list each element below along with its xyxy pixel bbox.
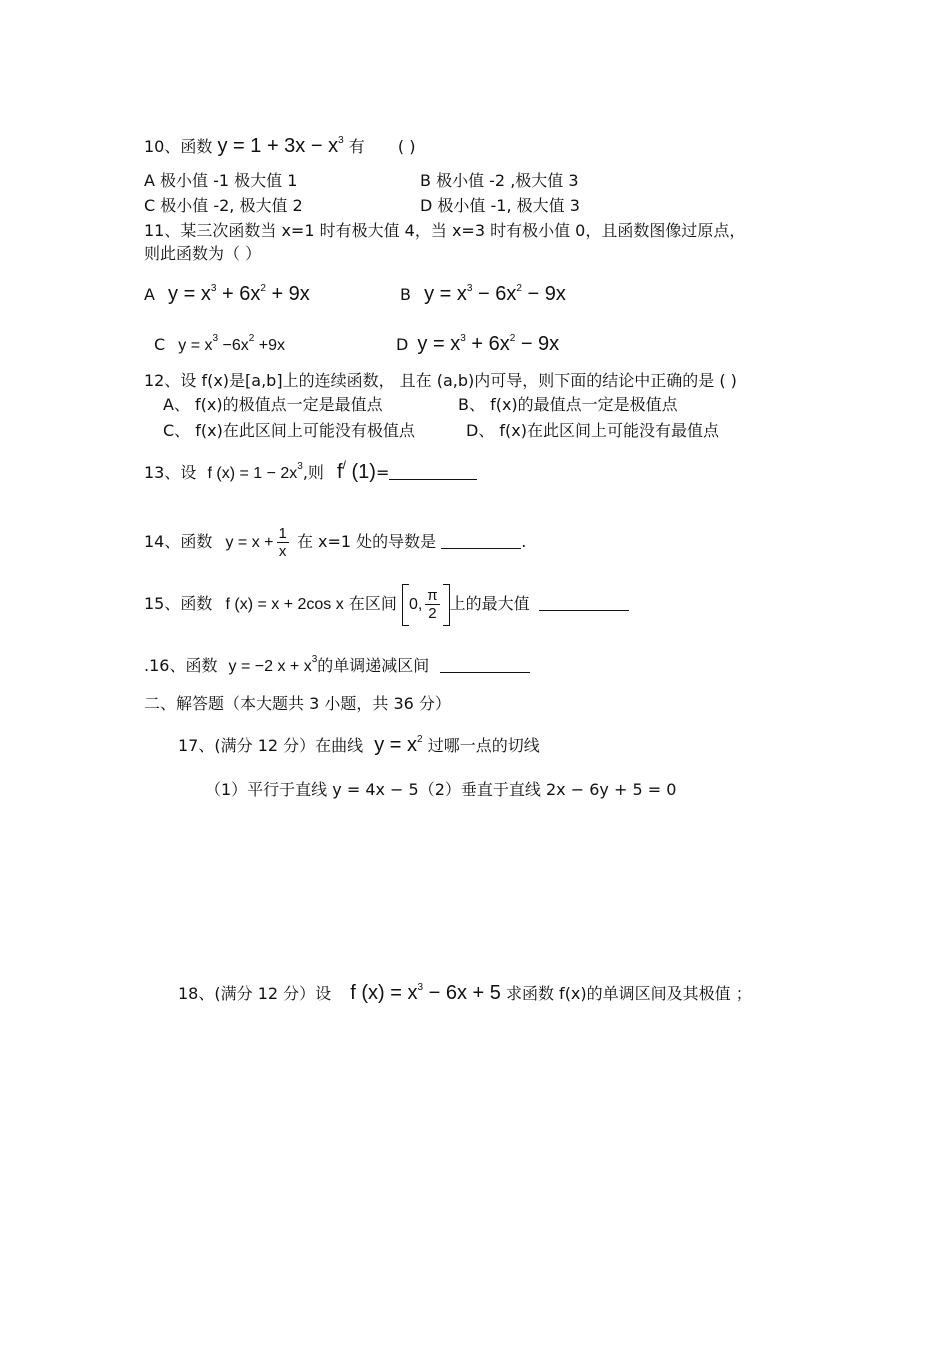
q15-fraction: $\frac{\pi}{2}$	[427, 587, 438, 622]
q12-option-b: B、 f(x)的最值点一定是极值点	[458, 395, 678, 414]
q17-subparts: （1）平行于直线 y = 4x − 5（2）垂直于直线 2x − 6y + 5 = 0	[205, 780, 677, 799]
q11-option-c: C $y = x^3 -6x^2 +9x$	[154, 333, 285, 354]
section-2-heading: 二、解答题（本大题共 3 小题，共 36 分）	[144, 694, 451, 713]
q11-option-d: D $y = x^3 + 6x^2 - 9x$	[396, 333, 560, 355]
interval-left-bracket	[402, 584, 409, 626]
q11-stem-line2: 则此函数为（ ）	[144, 244, 262, 263]
q14-answer-blank[interactable]	[441, 532, 521, 549]
q16-answer-blank[interactable]	[440, 656, 530, 673]
q13-equation: f $(x) = 1 - 2x^3$	[207, 461, 303, 482]
q13-answer-blank[interactable]	[389, 463, 477, 480]
q10-equation: $y = 1 + 3x - x^3$	[217, 135, 344, 157]
q13-stem: 13、设 f $(x) = 1 - 2x^3$,则 f/ (1)=	[144, 462, 477, 484]
q10-stem: 10、函数 $y = 1 + 3x - x^3$ 有 ( )	[144, 135, 416, 157]
q10-option-d: D 极小值 -1, 极大值 3	[420, 196, 580, 215]
q14-stem: 14、函数 y = x + $\frac{1}{x}$ 在 x=1 处的导数是 .	[144, 525, 527, 560]
q12-option-c: C、 f(x)在此区间上可能没有极值点	[163, 421, 415, 440]
q10-option-b: B 极小值 -2 ,极大值 3	[420, 171, 579, 190]
q15-stem: 15、函数 f (x) = x + 2cos x 在区间 0, $\frac{\pi}{2}$ 上的最大值	[144, 582, 629, 627]
q10-option-a: A 极小值 -1 极大值 1	[144, 171, 298, 190]
q12-option-d: D、 f(x)在此区间上可能没有最值点	[466, 421, 719, 440]
q11-stem-line1: 11、某三次函数当 x=1 时有极大值 4，当 x=3 时有极小值 0，且函数图像过原点，	[144, 221, 746, 240]
interval-right-bracket	[443, 584, 450, 626]
q12-option-a: A、 f(x)的极值点一定是最值点	[163, 395, 383, 414]
q14-fraction: $\frac{1}{x}$	[278, 525, 287, 560]
q11-option-a: A $y = x^3 + 6x^2 + 9x$	[144, 283, 310, 305]
q18-stem: 18、(满分 12 分）设 f $(x) = x^3 - 6x + 5$ 求函数 f(x)的单调区间及其极值 ；	[178, 982, 752, 1004]
q17-stem: 17、(满分 12 分）在曲线 $y = x^2$ 过哪一点的切线	[178, 734, 540, 756]
q15-answer-blank[interactable]	[539, 594, 629, 611]
q11-option-b: B $y = x^3 - 6x^2 - 9x$	[400, 283, 566, 305]
q12-stem: 12、设 f(x)是[a,b]上的连续函数， 且在 (a,b)内可导，则下面的结论中正确的是 ( )	[144, 371, 737, 390]
q10-option-c: C 极小值 -2, 极大值 2	[144, 196, 303, 215]
q16-stem: .16、函数 y = −2 $x + x^3$的单调递减区间	[144, 656, 530, 677]
